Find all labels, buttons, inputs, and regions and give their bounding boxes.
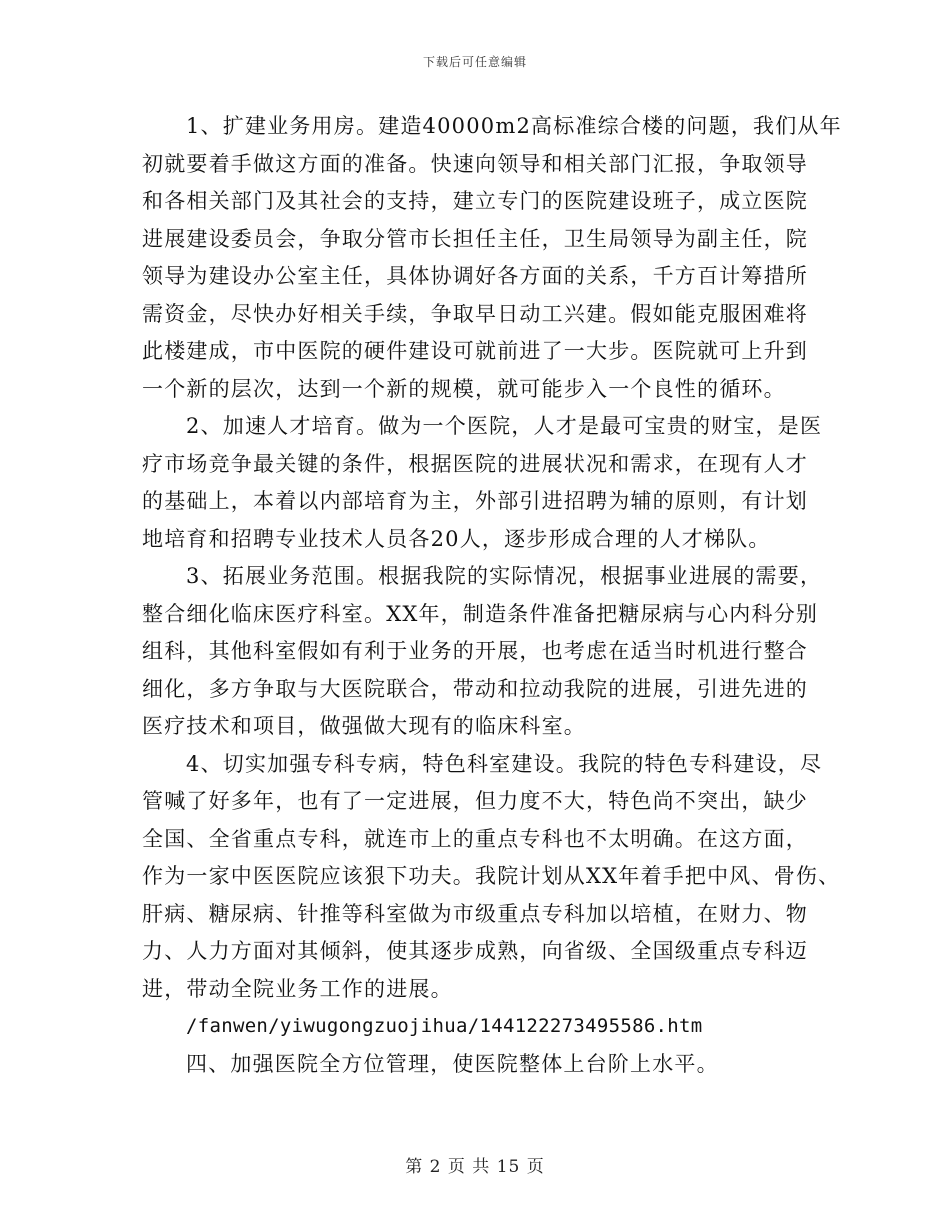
paragraph-line: 整合细化临床医疗科室。XX年，制造条件准备把糖尿病与心内科分别 — [142, 601, 819, 626]
page-number-footer: 第 2 页 共 15 页 — [405, 1157, 545, 1177]
header-note: 下载后可任意编辑 — [422, 55, 527, 69]
paragraph-line: 细化，多方争取与大医院联合，带动和拉动我院的进展，引进先进的 — [142, 676, 808, 701]
paragraph-line: 初就要着手做这方面的准备。快速向领导和相关部门汇报，争取领导 — [142, 151, 808, 176]
paragraph-1 — [142, 108, 842, 408]
paragraph-line: 进展建设委员会，争取分管市长担任主任，卫生局领导为副主任，院 — [142, 226, 808, 251]
paragraph-4 — [142, 746, 841, 1009]
paragraph-line: 全国、全省重点专科，就连市上的重点专科也不太明确。在这方面， — [142, 826, 808, 851]
paragraph-line: 力、人力方面对其倾斜，使其逐步成熟，向省级、全国级重点专科迈 — [142, 939, 808, 963]
paragraph-line: 进，带动全院业务工作的进展。 — [142, 976, 453, 1001]
paragraph-3 — [142, 558, 823, 746]
paragraph-line: 4、切实加强专科专病，特色科室建设。我院的特色专科建设，尽 — [186, 751, 823, 776]
paragraph-line: 医疗技术和项目，做强做大现有的临床科室。 — [142, 714, 586, 738]
paragraph-line: 作为一家中医医院应该狠下功夫。我院计划从XX年着手把中风、骨伤、 — [142, 864, 841, 888]
paragraph-line: 领导为建设办公室主任，具体协调好各方面的关系，千方百计筹措所 — [142, 264, 808, 288]
paragraph-2 — [142, 408, 823, 558]
paragraph-line: 1、扩建业务用房。建造40000m2高标准综合楼的问题，我们从年 — [186, 114, 842, 138]
paragraph-line: 的基础上，本着以内部培育为主，外部引进招聘为辅的原则，有计划 — [142, 489, 808, 513]
paragraph-line: 地培育和招聘专业技术人员各20人，逐步形成合理的人才梯队。 — [142, 526, 771, 551]
paragraph-line: 肝病、糖尿病、针推等科室做为市级重点专科加以培植，在财力、物 — [142, 901, 808, 926]
paragraph-line: 管喊了好多年，也有了一定进展，但力度不大，特色尚不突出，缺少 — [142, 789, 808, 813]
url-line: /fanwen/yiwugongzuojihua/144122273495586.htm — [186, 1015, 703, 1037]
paragraph-line: 2、加速人才培育。做为一个医院，人才是最可宝贵的财宝，是医 — [186, 414, 823, 438]
section-heading: 四、加强医院全方位管理，使医院整体上台阶上水平。 — [186, 1051, 719, 1076]
paragraph-line: 此楼建成，市中医院的硬件建设可就前进了一大步。医院就可上升到 — [142, 339, 808, 363]
paragraph-line: 组科，其他科室假如有利于业务的开展，也考虑在适当时机进行整合 — [142, 639, 808, 663]
paragraph-line: 需资金，尽快办好相关手续，争取早日动工兴建。假如能克服困难将 — [142, 301, 808, 326]
paragraph-line: 疗市场竞争最关键的条件，根据医院的进展状况和需求，在现有人才 — [142, 451, 808, 476]
paragraph-line: 3、拓展业务范围。根据我院的实际情况，根据事业进展的需要， — [186, 564, 823, 588]
paragraph-line: 一个新的层次，达到一个新的规模，就可能步入一个良性的循环。 — [142, 376, 786, 401]
body-text — [142, 108, 842, 1083]
paragraph-line: 和各相关部门及其社会的支持，建立专门的医院建设班子，成立医院 — [142, 189, 808, 213]
